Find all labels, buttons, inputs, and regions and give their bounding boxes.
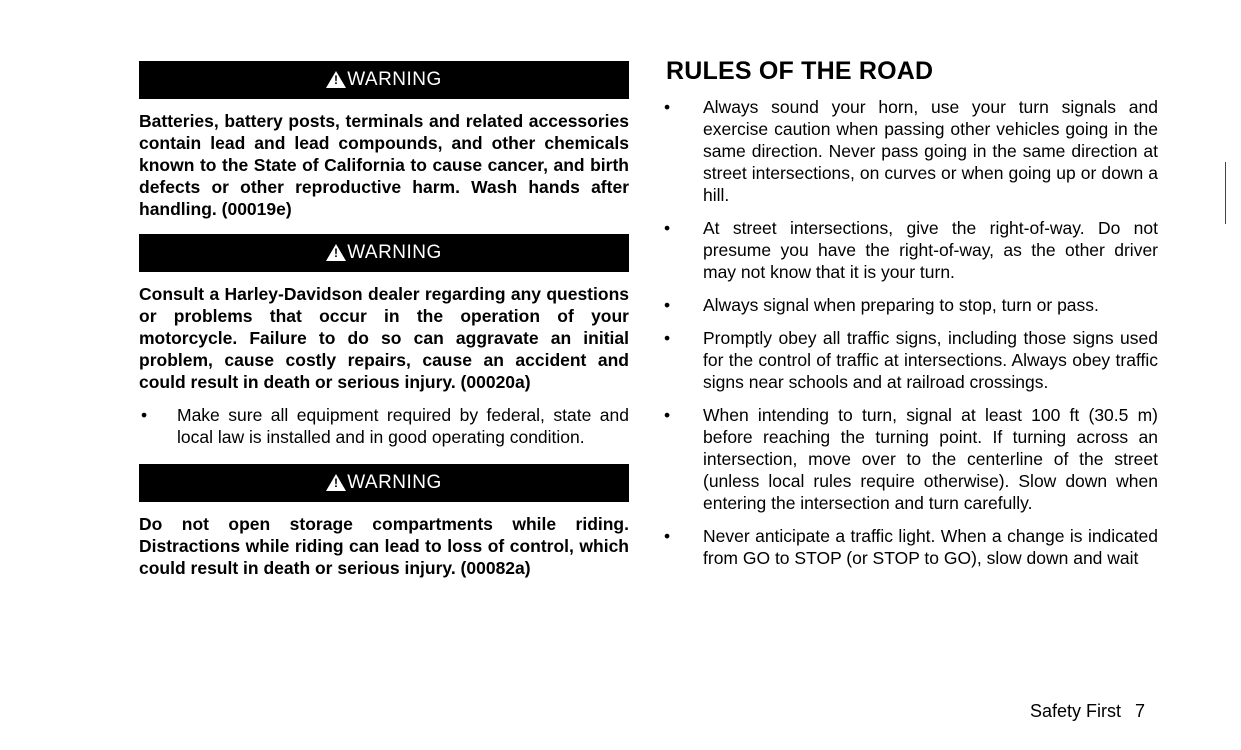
- margin-change-bar: [1225, 162, 1226, 224]
- warning-banner: [139, 61, 629, 99]
- list-item: [139, 404, 629, 448]
- list-item-text: Promptly obey all traffic signs, including those signs used for the control of traffic at intersections. Always obey traffic signs near schools and at railroad crossings.: [703, 328, 1158, 392]
- footer-section-title: Safety First: [1030, 701, 1122, 721]
- list-item: [662, 404, 1158, 514]
- list-item: [662, 525, 1158, 569]
- warning-label: WARNING: [347, 69, 442, 90]
- left-column: [139, 61, 629, 579]
- warning-banner: [139, 234, 629, 272]
- list-item: [662, 217, 1158, 283]
- list-item: [662, 294, 1158, 316]
- list-item-text: Make sure all equipment required by federal, state and local law is installed and in good operating condition.: [177, 405, 629, 447]
- warning-banner: [139, 464, 629, 502]
- list-item: [662, 327, 1158, 393]
- bullet-marker: •: [664, 328, 671, 348]
- warning-text: Do not open storage compartments while riding. Distractions while riding can lead to loss of control, which could result in death or serious injury. (00082a): [139, 514, 629, 578]
- bullet-marker: •: [141, 405, 148, 425]
- bullet-marker: •: [664, 97, 671, 117]
- bullet-marker: •: [664, 526, 671, 546]
- list-item-text: At street intersections, give the right-of-way. Do not presume you have the right-of-way, as the other driver may not know that it is your turn.: [703, 218, 1158, 282]
- warning-triangle-icon: !: [326, 474, 346, 491]
- list-item: [662, 96, 1158, 206]
- right-column: [662, 56, 1158, 580]
- bullet-marker: •: [664, 405, 671, 425]
- page-footer: [1030, 700, 1145, 722]
- warning-text: Batteries, battery posts, terminals and related accessories contain lead and lead compounds, and other chemicals known to the State of California to cause cancer, and birth defects or other reproductive harm. Wash hands after handling. (00019e): [139, 111, 629, 219]
- list-item-text: When intending to turn, signal at least 100 ft (30.5 m) before reaching the turning point. If turning across an intersection, move over to the centerline of the street (unless local rules require otherwise). Slow down when entering the intersection and turn carefully.: [703, 405, 1158, 513]
- list-item-text: Always sound your horn, use your turn signals and exercise caution when passing other vehicles going in the same direction. Never pass going in the same direction at street intersections, on curves or when going up or down a hill.: [703, 97, 1158, 205]
- bullet-marker: •: [664, 218, 671, 238]
- warning-triangle-icon: !: [326, 71, 346, 88]
- warning-label: WARNING: [347, 242, 442, 263]
- list-item-text: Never anticipate a traffic light. When a change is indicated from GO to STOP (or STOP to GO), slow down and wait: [703, 526, 1158, 568]
- warning-label: WARNING: [347, 472, 442, 493]
- bullet-marker: •: [664, 295, 671, 315]
- list-item-text: Always signal when preparing to stop, turn or pass.: [703, 295, 1099, 315]
- warning-text: Consult a Harley-Davidson dealer regarding any questions or problems that occur in the operation of your motorcycle. Failure to do so can aggravate an initial problem, cause costly repairs, cause an accident and could result in death or serious injury. (00020a): [139, 284, 629, 392]
- page-number: 7: [1135, 701, 1146, 721]
- warning-triangle-icon: !: [326, 244, 346, 261]
- section-heading: RULES OF THE ROAD: [666, 57, 934, 85]
